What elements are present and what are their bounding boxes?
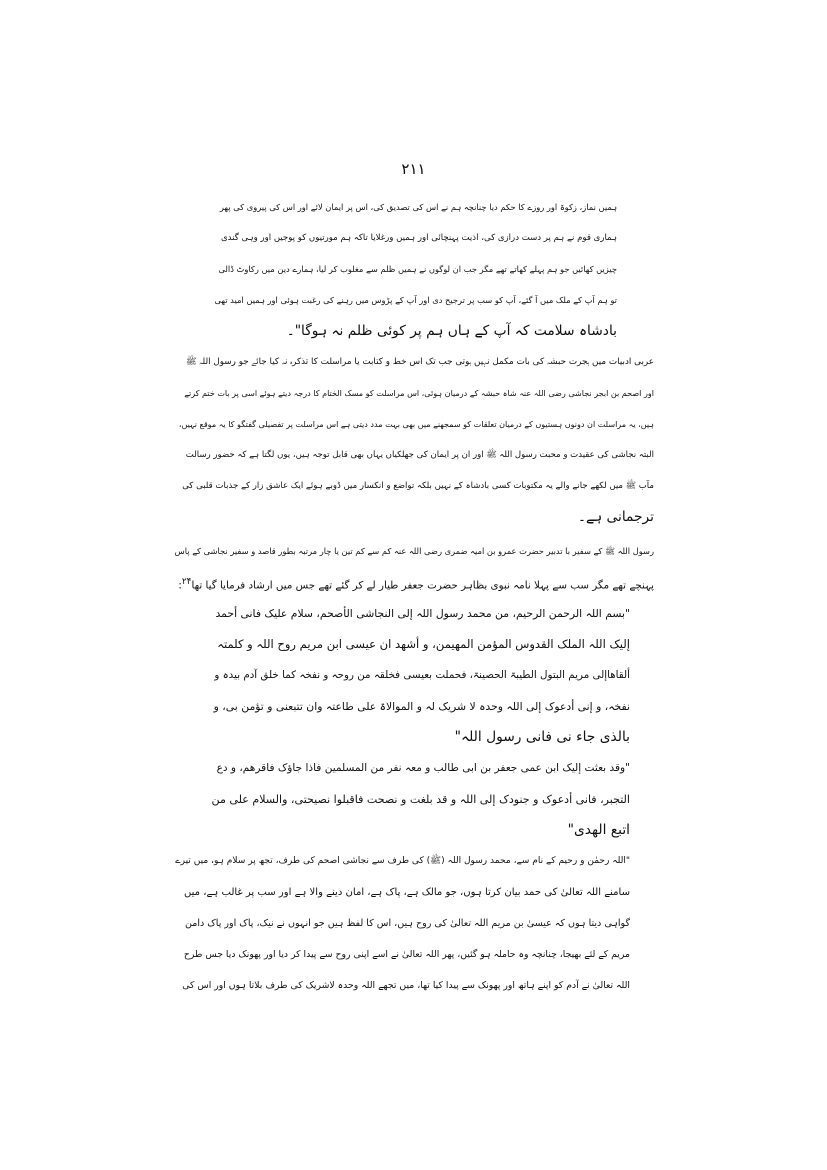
text-line: "اللہ رحمٰن و رحیم کے نام سے، محمد رسول اللہ (ﷺ) کی طرف سے نجاشی اصحم کی طرف، تجھ پر سلام ہو، میں تیرے xyxy=(175,856,630,866)
text-line: ألقاھاإلی مریم البتول الطیبۃ الحصینۃ، فحملت بعیسی فخلقہ من روحہ و نفخہ کما خلق آدم بیدہ و xyxy=(214,669,630,681)
text-line: ترجمانی ہے۔ xyxy=(577,509,654,525)
text-line: ہیں، یہ مراسلت ان دونوں ہستیوں کے درمیان تعلقات کو سمجھنے میں بھی بہت مدد دیتی ہے اس مراسلت پر تفصیلی گفتگو کا یہ موقع نہیں، xyxy=(178,420,654,429)
text-line: عربی ادبیات میں ہجرت حبشہ کی بات مکمل نہیں ہوتی جب تک اس خط و کتابت یا مراسلت کا تذکرہ نہ کیا جائے جو رسول اللہ ﷺ xyxy=(185,357,654,367)
paragraph-quote-end xyxy=(212,192,617,347)
text-line: اور اصحم بن ابجر نجاشی رضی اللہ عنہ شاہ حبشہ کے درمیان ہوئی، اس مراسلت کو مسک الختام کا درجہ دیتے ہوئے اسی پر بات ختم کرتے xyxy=(184,389,654,398)
text-line: ہماری قوم نے ہم پر دست درازی کی، اذیت پہنچائی اور ہمیں ورغلایا تاکہ ہم مورتیوں کو پوجیں اور وہی گندی xyxy=(220,233,617,243)
arabic-letter-part-2 xyxy=(210,753,630,846)
text-line xyxy=(174,567,654,598)
text-span: پہنچے تھے مگر سب سے پہلا نامہ نبوی بظاہر حضرت جعفر طیار لے کر گئے تھے جس میں ارشاد فرمایا گیا تھا xyxy=(191,579,654,592)
text-line: تو ہم آپ کے ملک میں آ گئے، آپ کو سب پر ترجیح دی اور آپ کے پڑوس میں رہنے کی رغبت ہوئی اور ہمیں امید تھی xyxy=(214,295,617,305)
text-line: رسول اللہ ﷺ کے سفیر با تدبیر حضرت عمرو بن امیہ ضمری رضی اللہ عنہ کم سے کم تین یا چار مرتبہ بطور قاصد و سفیر نجاشی کے پاس xyxy=(174,546,654,556)
text-line: "بسم اللہ الرحمن الرحیم، من محمد رسول اللہ إلی النجاشی الأصحم، سلام علیک فانی أحمد xyxy=(215,607,630,620)
page-number: ۲۱۱ xyxy=(401,160,426,178)
footnote-marker: ۲۴ xyxy=(181,577,192,587)
text-line: نفخہ، و إنی أدعوک إلی اللہ وحدہ لا شریک لہ و الموالاۃ علی طاعتہ وان تتبعنی و تؤمن بی، و xyxy=(213,700,630,713)
paragraph-hijrah-correspondence xyxy=(174,347,654,533)
paragraph-envoy xyxy=(174,536,654,598)
text-line: مآب ﷺ میں لکھے جانے والے یہ مکتوبات کسی بادشاہ کے نہیں بلکہ تواضع و انکسار میں ڈوبے ہوئے ایک عاشق زار کے جذبات قلبی کی xyxy=(182,481,654,491)
text-span: : xyxy=(178,579,182,592)
text-line: گواہی دیتا ہوں کہ عیسیٰ بن مریم اللہ تعالیٰ کی روح ہیں، اس کا لفظ ہیں جو انہوں نے نیک، پاک اور پاک دامن xyxy=(184,918,630,929)
text-line: إلیک اللہ الملک القدوس المؤمن المھیمن، و أشھد ان عیسی ابن مریم روح اللہ و کلمتہ xyxy=(217,637,630,651)
paragraph-translation xyxy=(174,846,630,1001)
text-line: چیزیں کھائیں جو ہم پہلے کھاتے تھے مگر جب ان لوگوں نے ہمیں ظلم سے مغلوب کر لیا، ہمارے دین میں رکاوٹ ڈالی xyxy=(218,264,617,274)
text-line: اتبع الھدی" xyxy=(567,822,630,838)
text-line: سامنے اللہ تعالیٰ کی حمد بیان کرتا ہوں، جو مالک ہے، پاک ہے، امان دینے والا ہے اور سب پر غالب ہے، میں xyxy=(183,887,630,898)
text-line: مریم کے لئے بھیجا، چنانچہ وہ حاملہ ہو گئیں، پھر اللہ تعالیٰ نے اسے اپنی روح سے پیدا کر دیا اور پھونک دیا جس طرح xyxy=(183,949,630,960)
text-line: "وقد بعثت إلیک ابن عمی جعفر بن ابی طالب و معہ نفر من المسلمین فاذا جاؤک فاقرھم، و دع xyxy=(216,762,630,774)
text-line: البتہ نجاشی کی عقیدت و محبت رسول اللہ ﷺ اور ان پر ایمان کی جھلکیاں یہاں بھی قابل توجہ ہیں، یوں لگتا ہے کہ حضور رسالت xyxy=(185,450,654,460)
text-line: بالذی جاء نی فانی رسول اللہ" xyxy=(454,729,630,745)
text-line: ہمیں نماز، زکوۃ اور روزے کا حکم دیا چنانچہ ہم نے اس کی تصدیق کی، اس پر ایمان لائے اور اس کی پیروی کی پھر xyxy=(219,202,617,212)
text-line: اللہ تعالیٰ نے آدم کو اپنے ہاتھ اور پھونک سے پیدا کیا تھا، میں تجھے اللہ وحدہ لاشریک کی طرف بلاتا ہوں اور اس کی xyxy=(182,980,630,991)
text-line: بادشاہ سلامت کہ آپ کے ہاں ہم پر کوئی ظلم نہ ہوگا"۔ xyxy=(286,323,617,339)
text-line: التجبر، فانی أدعوک و جنودک إلی اللہ و قد بلغت و نصحت فاقبلوا نصیحتی، والسلام علی من xyxy=(211,793,630,806)
arabic-letter-part-1 xyxy=(210,598,630,753)
